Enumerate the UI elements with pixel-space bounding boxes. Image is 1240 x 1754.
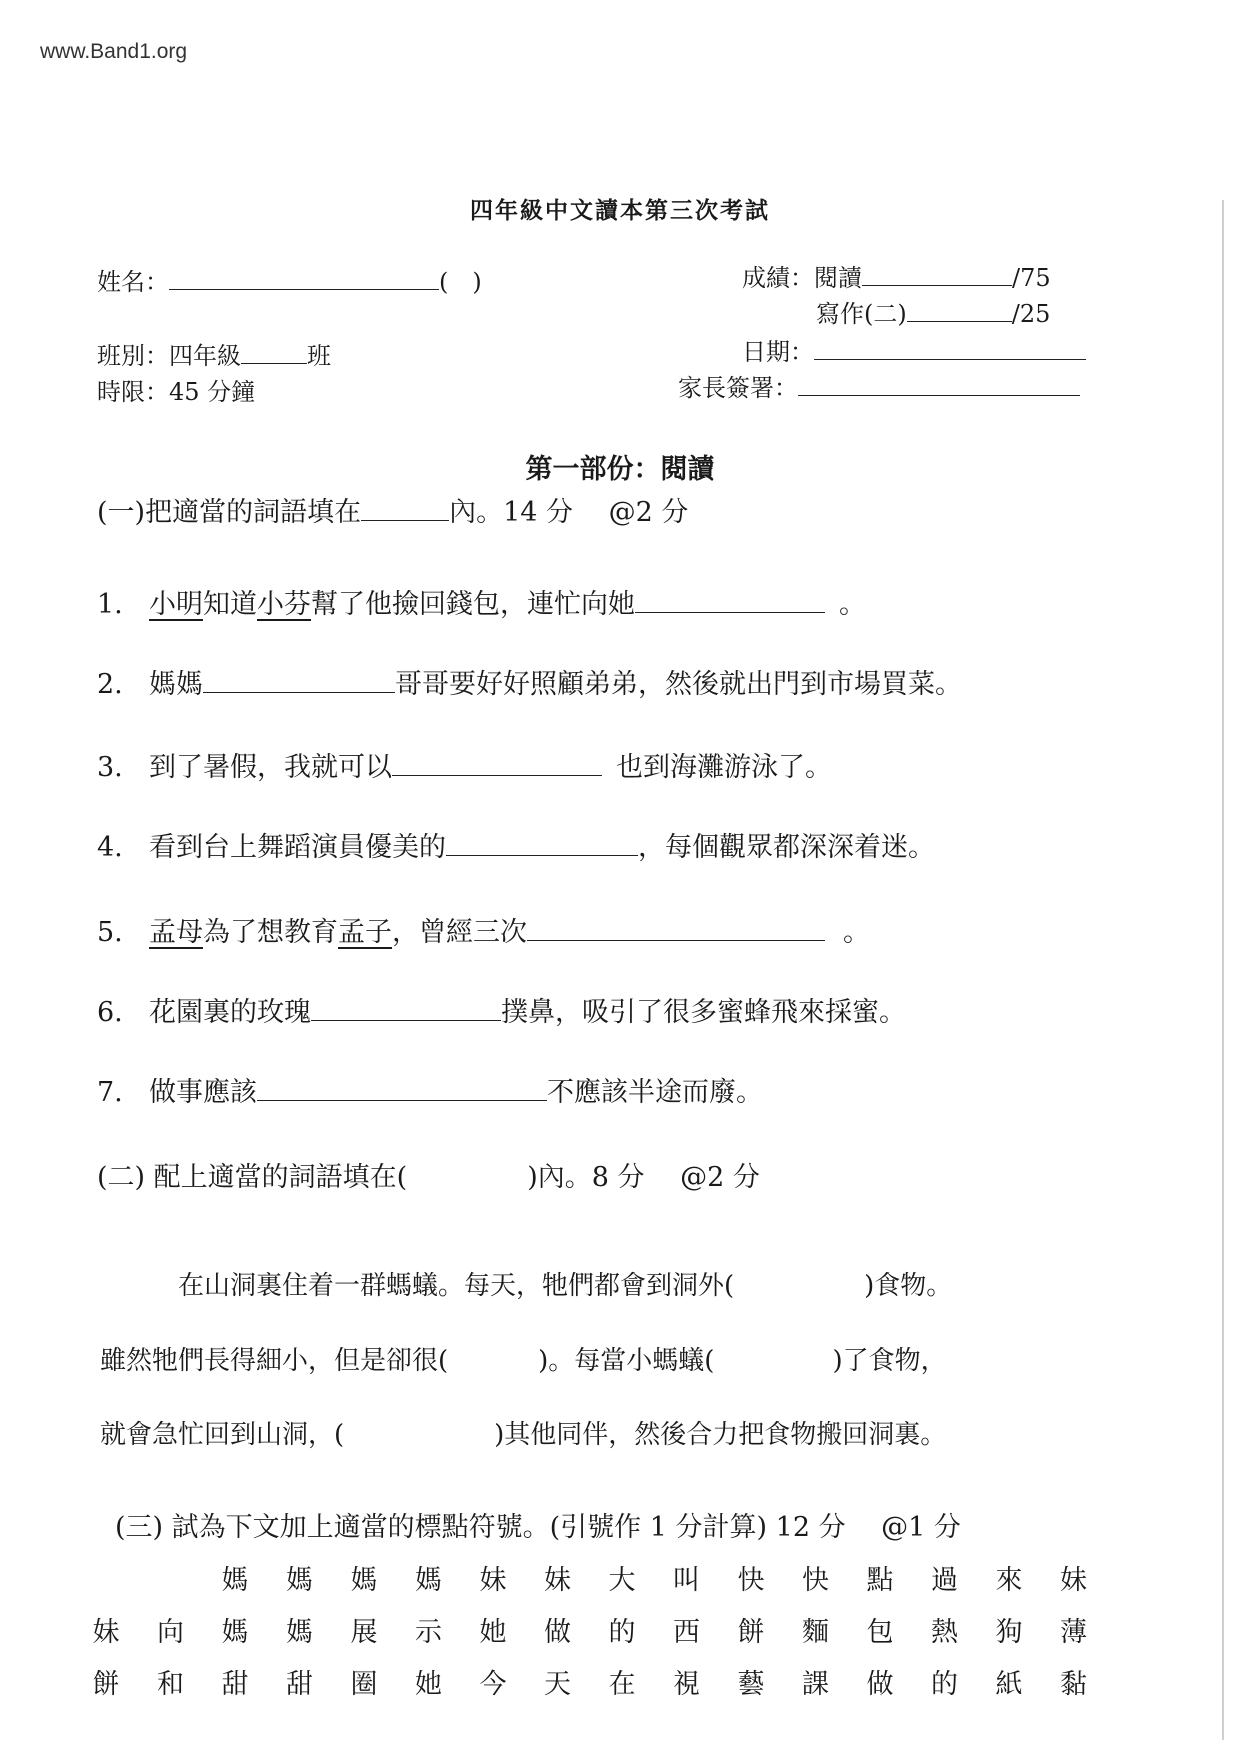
- class-label: 班別：四年級: [97, 342, 241, 370]
- q2-passage-line-2: [100, 1340, 947, 1377]
- item-number: 2.: [97, 669, 123, 700]
- passage-character: 課: [802, 1669, 829, 1700]
- name-row: [97, 262, 482, 297]
- passage-character: 妹: [544, 1565, 571, 1596]
- time-limit: 時限：45 分鐘: [97, 378, 256, 406]
- item-number: 7.: [97, 1077, 123, 1108]
- class-row: [97, 336, 331, 371]
- proper-noun: 孟母: [149, 917, 203, 948]
- writing-label: 寫作(二): [816, 300, 907, 328]
- answer-blank[interactable]: [635, 588, 825, 613]
- item-text: 幫了他撿回錢包，連忙向她: [311, 589, 635, 620]
- q1-heading-marks: 內。14 分 @2 分: [449, 497, 689, 528]
- item-text: 不應該半途而廢。: [547, 1077, 763, 1108]
- passage-character: 在: [608, 1669, 636, 1700]
- parent-signature-row: [678, 368, 1080, 403]
- item-number: 6.: [97, 997, 123, 1028]
- item-number: 3.: [97, 752, 123, 783]
- exam-title: 四年級中文讀本第三次考試: [470, 197, 770, 224]
- item-text: 看到台上舞蹈演員優美的: [149, 832, 446, 863]
- passage-character: 紙: [995, 1669, 1023, 1700]
- proper-noun: 孟子: [338, 917, 392, 948]
- passage-character: 快: [802, 1565, 829, 1596]
- passage-character: 妹: [479, 1565, 507, 1596]
- item-text: 哥哥要好好照顧弟弟，然後就出門到市場買菜。: [395, 669, 962, 700]
- passage-text: )了食物，: [832, 1346, 947, 1376]
- item-text: 花園裏的玫瑰: [149, 997, 311, 1028]
- passage-character: 薄: [1060, 1617, 1087, 1648]
- passage-character: 來: [995, 1565, 1023, 1596]
- passage-character: 過: [931, 1565, 958, 1596]
- part1-title: 第一部份：閱讀: [525, 454, 715, 485]
- parent-signature-field[interactable]: [798, 371, 1080, 396]
- q1-item-1: [97, 582, 866, 621]
- passage-character: 圈: [350, 1669, 378, 1700]
- q1-item-3: [97, 745, 832, 784]
- q1-item-2: [97, 662, 962, 701]
- answer-blank[interactable]: [392, 751, 602, 776]
- passage-character: 黏: [1060, 1669, 1087, 1700]
- item-text: 。: [843, 917, 870, 948]
- score-reading-total: /75: [1012, 264, 1051, 292]
- date-field[interactable]: [814, 335, 1086, 360]
- parent-label: 家長簽署：: [678, 374, 798, 402]
- item-text: 也到海灘游泳了。: [616, 752, 832, 783]
- item-text: 做事應該: [149, 1077, 257, 1108]
- item-text: 到了暑假，我就可以: [149, 752, 392, 783]
- item-text: 媽媽: [149, 669, 203, 700]
- passage-text: )。每當小螞蟻(: [538, 1346, 715, 1376]
- item-text: ，每個觀眾都深深着迷。: [638, 832, 935, 863]
- name-label: 姓名：: [97, 268, 169, 296]
- passage-character: 熱: [931, 1617, 958, 1648]
- q2-passage-line-3: [100, 1414, 946, 1451]
- q1-item-4: [97, 825, 935, 864]
- passage-character: 做: [544, 1617, 571, 1648]
- passage-character: 和: [157, 1669, 184, 1700]
- score-reading-row: [742, 258, 1051, 293]
- passage-character: 今: [479, 1669, 507, 1700]
- answer-blank[interactable]: [257, 1076, 547, 1101]
- q2-heading-marks: )內。8 分 @2 分: [527, 1162, 760, 1193]
- passage-character: 麵: [802, 1617, 829, 1648]
- passage-text: )其他同伴，然後合力把食物搬回洞裏。: [494, 1420, 947, 1450]
- watermark: www.Band1.org: [40, 40, 188, 63]
- q1-heading-blank: [361, 496, 449, 521]
- score-writing-total: /25: [1011, 300, 1051, 328]
- answer-blank[interactable]: [203, 668, 395, 693]
- item-number: 5.: [97, 917, 123, 948]
- answer-blank[interactable]: [446, 831, 638, 856]
- answer-blank[interactable]: [527, 916, 825, 941]
- q1-heading: [97, 490, 688, 529]
- passage-character: 包: [866, 1617, 894, 1648]
- passage-character: 媽: [221, 1617, 249, 1648]
- passage-character: 展: [350, 1617, 378, 1648]
- passage-character: 視: [673, 1669, 700, 1700]
- passage-character: 媽: [350, 1565, 378, 1596]
- item-text: 為了想教育: [203, 917, 338, 948]
- passage-character: 的: [931, 1669, 958, 1700]
- passage-character: 她: [415, 1669, 442, 1700]
- passage-character: 向: [157, 1617, 184, 1648]
- score-reading-field[interactable]: [862, 261, 1012, 286]
- class-field[interactable]: [241, 339, 307, 364]
- q2-passage-line-1: [178, 1265, 952, 1302]
- passage-character: 做: [866, 1669, 894, 1700]
- student-number-paren[interactable]: ( ): [439, 268, 482, 296]
- passage-text: )食物。: [864, 1271, 953, 1301]
- passage-character: 媽: [286, 1565, 313, 1596]
- passage-character: 妹: [1060, 1565, 1087, 1596]
- item-text: 知道: [203, 589, 257, 620]
- item-text: ，曾經三次: [392, 917, 527, 948]
- score-writing-row: [816, 294, 1050, 329]
- passage-character: 示: [415, 1617, 442, 1648]
- q1-heading-text: (一)把適當的詞語填在: [97, 497, 362, 528]
- passage-character: 的: [608, 1617, 636, 1648]
- passage-character: 妹: [92, 1617, 120, 1648]
- passage-character: 快: [737, 1565, 765, 1596]
- score-writing-field[interactable]: [907, 297, 1012, 322]
- score-label: 成績：閱讀: [742, 264, 862, 292]
- passage-character: 媽: [286, 1617, 313, 1648]
- q1-item-7: [97, 1070, 763, 1109]
- passage-character: 媽: [415, 1565, 442, 1596]
- passage-text: 在山洞裏住着一群螞蟻。每天，牠們都會到洞外(: [178, 1271, 735, 1301]
- passage-character: 甜: [286, 1669, 313, 1700]
- item-text: 。: [839, 589, 866, 620]
- name-field[interactable]: [169, 265, 439, 290]
- answer-blank[interactable]: [311, 996, 501, 1021]
- item-number: 1.: [97, 589, 123, 620]
- passage-character: 狗: [995, 1617, 1023, 1648]
- q2-heading-text: (二) 配上適當的詞語填在(: [97, 1162, 408, 1193]
- passage-character: 藝: [737, 1669, 765, 1700]
- passage-character: 甜: [221, 1669, 249, 1700]
- passage-character: 叫: [673, 1565, 700, 1596]
- passage-character: 大: [608, 1565, 636, 1596]
- q1-item-5: [97, 910, 870, 949]
- q2-heading: [97, 1155, 760, 1194]
- passage-character: 餅: [92, 1669, 120, 1700]
- passage-character: 媽: [221, 1565, 249, 1596]
- passage-character: 西: [673, 1617, 700, 1648]
- proper-noun: 小芬: [257, 589, 311, 620]
- date-label: 日期：: [742, 338, 814, 366]
- passage-text: 就會急忙回到山洞，(: [100, 1420, 345, 1450]
- date-row: [742, 332, 1086, 367]
- item-number: 4.: [97, 832, 123, 863]
- item-text: 撲鼻，吸引了很多蜜蜂飛來採蜜。: [501, 997, 906, 1028]
- class-suffix: 班: [307, 342, 331, 370]
- passage-character: 點: [866, 1565, 894, 1596]
- proper-noun: 小明: [149, 589, 203, 620]
- q1-item-6: [97, 990, 906, 1029]
- passage-character: 天: [544, 1669, 571, 1700]
- scan-edge-line: [1222, 200, 1224, 1740]
- passage-text: 雖然牠們長得細小，但是卻很(: [100, 1346, 449, 1376]
- q3-heading: (三) 試為下文加上適當的標點符號。(引號作 1 分計算) 12 分 @1 分: [115, 1512, 961, 1543]
- passage-character: 她: [479, 1617, 507, 1648]
- passage-character: 餅: [737, 1617, 765, 1648]
